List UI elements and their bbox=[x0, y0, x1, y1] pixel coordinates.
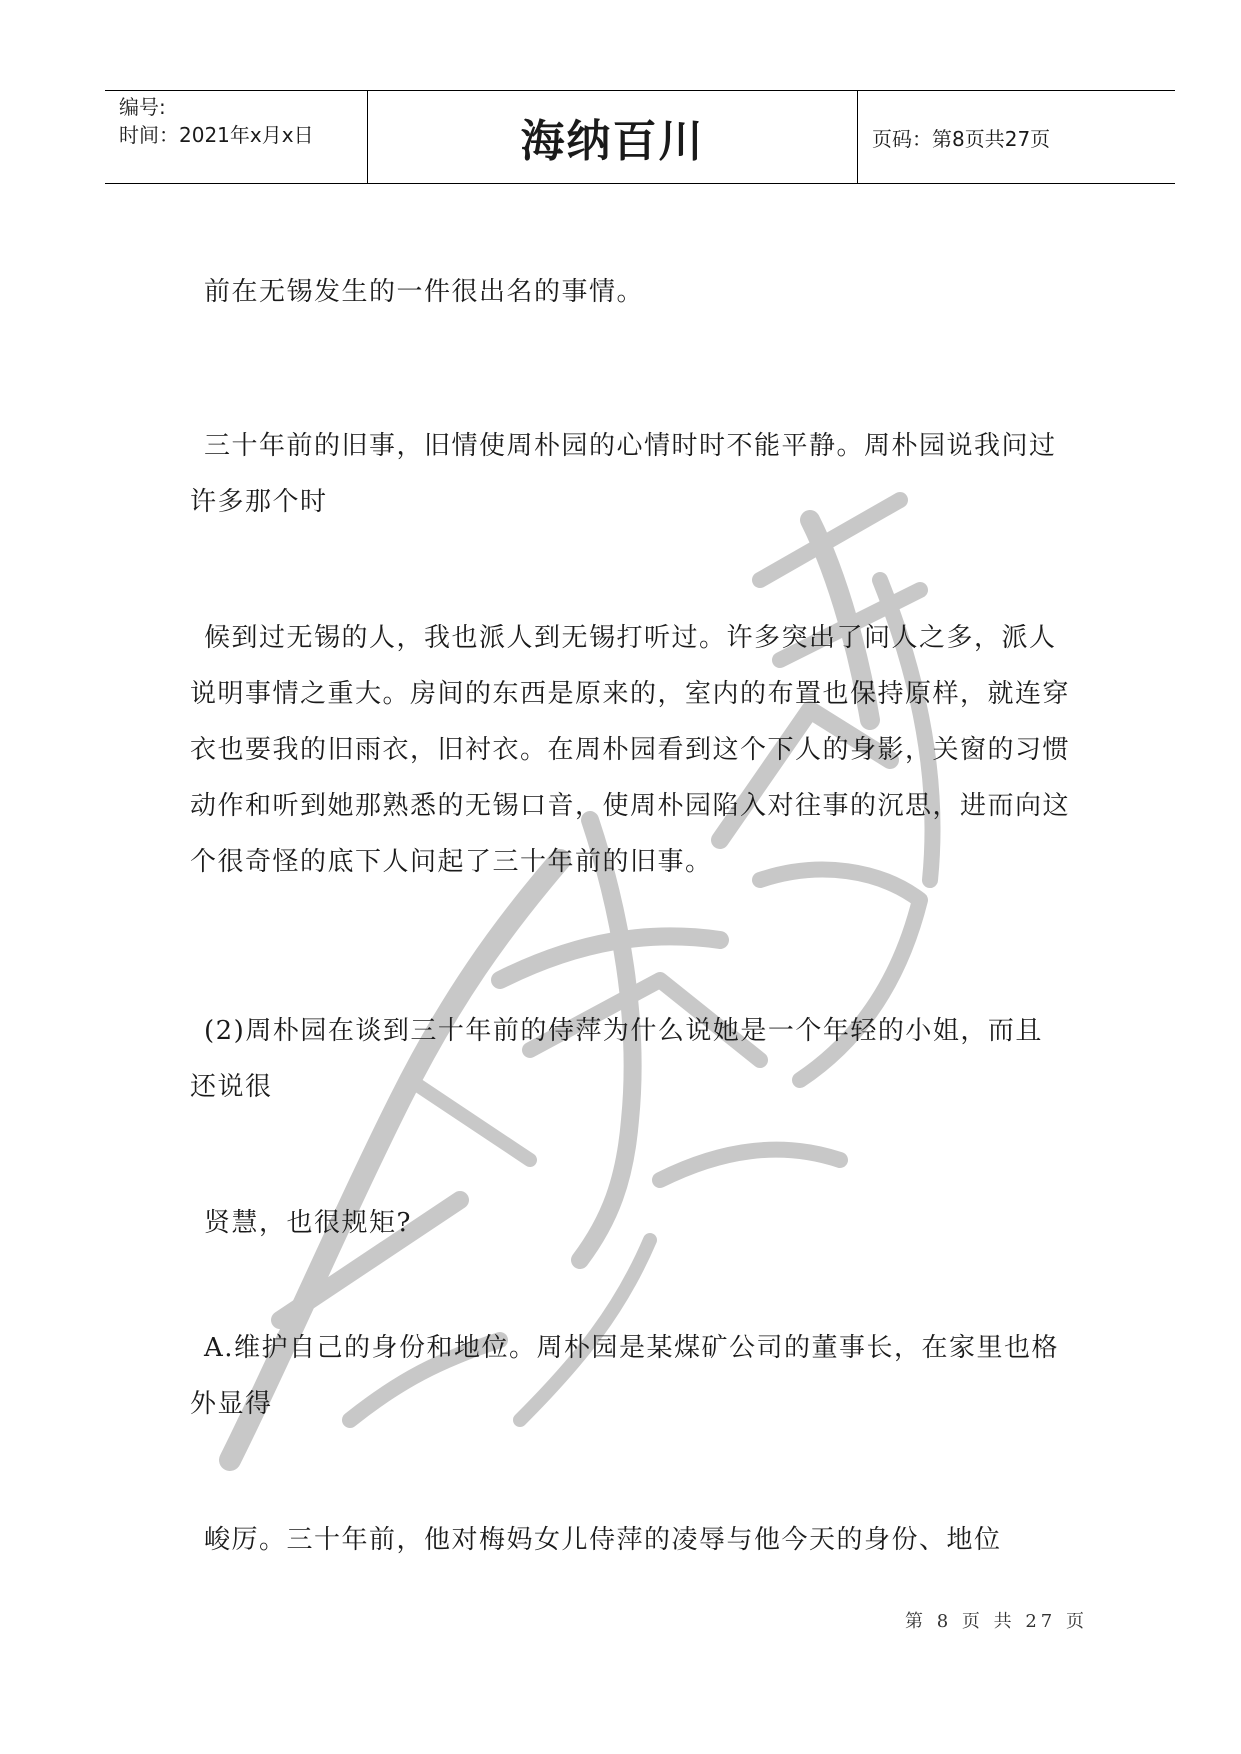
paragraph: A.维护自己的身份和地位。周朴园是某煤矿公司的董事长，在家里也格外显得 bbox=[190, 1333, 1060, 1419]
paragraph: 前在无锡发生的一件很出名的事情。 bbox=[204, 277, 645, 307]
time-label: 时间：2021年x月x日 bbox=[119, 123, 314, 147]
serial-label: 编号: bbox=[119, 95, 166, 119]
header-page bbox=[858, 91, 1175, 183]
paragraph: 贤慧，也很规矩? bbox=[204, 1208, 412, 1238]
page-label: 页码：第8页共27页 bbox=[872, 126, 1051, 151]
paragraph: (2)周朴园在谈到三十年前的侍萍为什么说她是一个年轻的小姐，而且还说很 bbox=[190, 1016, 1043, 1102]
paragraph: 三十年前的旧事，旧情使周朴园的心情时时不能平静。周朴园说我问过许多那个时 bbox=[190, 431, 1057, 517]
paragraph: 峻厉。三十年前，他对梅妈女儿侍萍的凌辱与他今天的身份、地位 bbox=[204, 1525, 1002, 1555]
header-brand bbox=[368, 91, 858, 183]
paragraph: 候到过无锡的人，我也派人到无锡打听过。许多突出了问人之多，派人说明事情之重大。房间的东西是原来的，室内的布置也保持原样，就连穿衣也要我的旧雨衣，旧衬衣。在周朴园看到这个下人的身影，关窗的习惯动作和听到她那熟悉的无锡口音，使周朴园陷入对往事的沉思，进而向这个很奇怪的底下人问起了三十年前的旧事。 bbox=[190, 623, 1071, 877]
header-meta bbox=[105, 91, 368, 183]
document-header bbox=[105, 90, 1175, 184]
brand-title: 海纳百川 bbox=[520, 116, 705, 167]
page-footer: 第 8 页 共 27 页 bbox=[905, 1611, 1088, 1632]
